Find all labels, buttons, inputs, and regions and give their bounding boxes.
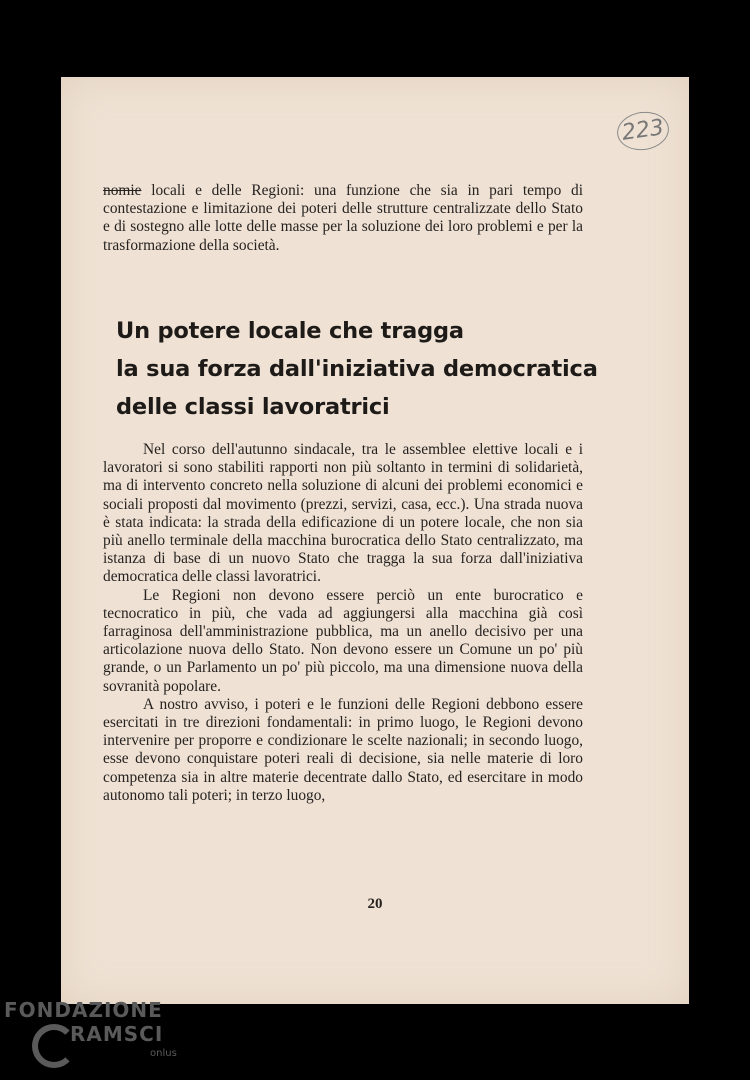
logo-text-onlus: onlus bbox=[150, 1048, 177, 1059]
fondazione-gramsci-logo bbox=[4, 996, 194, 1076]
intro-paragraph bbox=[103, 182, 583, 255]
logo-text-top: FONDAZIONE bbox=[4, 998, 163, 1022]
heading-line-2: la sua forza dall'iniziativa democratica bbox=[116, 356, 598, 382]
handwritten-page-annotation: 223 bbox=[615, 109, 672, 154]
struck-word: nomie bbox=[103, 182, 142, 199]
intro-text: locali e delle Regioni: una funzione che sia in pari tempo di contestazione e limitazione dei poteri delle strutture centralizzate dello Stato e di sostegno alle lotte delle masse per la soluzione dei loro problemi e per la trasformazione della società. bbox=[103, 182, 583, 254]
document-page bbox=[61, 77, 689, 1004]
logo-text-bottom: RAMSCI bbox=[70, 1022, 164, 1046]
heading-line-1: Un potere locale che tragga bbox=[116, 318, 464, 344]
body-paragraph: Le Regioni non devono essere perciò un ente burocratico e tecnocratico in più, che vada ad aggiungersi alla macchina già così farraginosa dell'amministrazione pubblica, ma un anello decisivo per una articolazione nuova dello Stato. Non devono essere un Comune un po' più grande, o un Parlamento un po' più piccolo, ma una dimensione nuova della sovranità popolare. bbox=[103, 586, 583, 695]
section-heading bbox=[116, 312, 596, 426]
page-number: 20 bbox=[367, 896, 383, 912]
body-paragraph: A nostro avviso, i poteri e le funzioni delle Regioni debbono essere esercitati in tre direzioni fondamentali: in primo luogo, le Regioni devono intervenire per proporre e condizionare le scelte nazionali; in secondo luogo, esse devono conquistare poteri reali di decisione, sia nelle materie di loro competenza sia in altre materie decentrate dallo Stato, ed esercitare in modo autonomo tali poteri; in terzo luogo, bbox=[103, 695, 583, 804]
body-paragraph: Nel corso dell'autunno sindacale, tra le assemblee elettive locali e i lavoratori si sono stabiliti rapporti non più soltanto in termini di solidarietà, ma di intervento concreto nella soluzione di alcuni dei problemi economici e sociali proposti dal movimento (prezzi, servizi, casa, ecc.). Una strada nuova è stata indicata: la strada della edificazione di un potere locale, che non sia più anello terminale della macchina burocratica dello Stato centralizzato, ma istanza di base di un nuovo Stato che tragga la sua forza dall'iniziativa democratica delle classi lavoratrici. bbox=[103, 441, 583, 586]
heading-line-3: delle classi lavoratrici bbox=[116, 394, 390, 420]
body-text bbox=[103, 441, 583, 805]
